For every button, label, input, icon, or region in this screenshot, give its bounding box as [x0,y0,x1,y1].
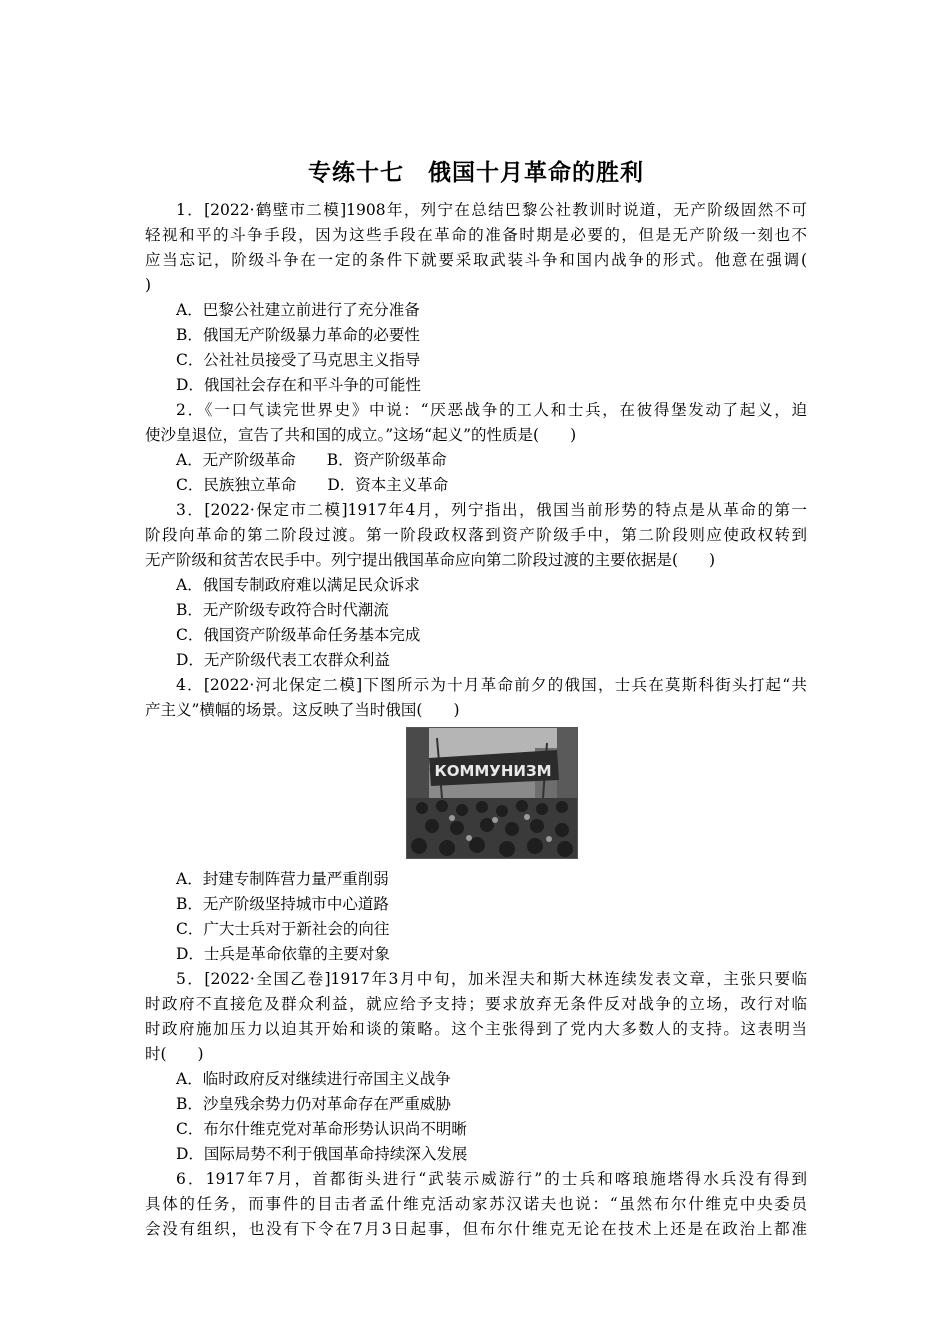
question-line: 阶段向革命的第二阶段过渡。第一阶段政权落到资产阶级手中，第二阶段则应使政权转到 [145,526,807,544]
option-cd[interactable]: C．民族独立革命 D．资本主义革命 [176,476,449,494]
question-2 [145,398,807,498]
question-6 [145,1167,807,1242]
option-c[interactable]: C．俄国资产阶级革命任务基本完成 [176,626,421,644]
question-line: 2．《一口气读完世界史》中说：“厌恶战争的工人和士兵，在彼得堡发动了起义，迫 [176,401,807,419]
option-d[interactable]: D．士兵是革命依靠的主要对象 [176,945,390,963]
question-line: 使沙皇退位，宣告了共和国的成立。”这场“起义”的性质是( ) [145,426,577,444]
option-d[interactable]: D．俄国社会存在和平斗争的可能性 [176,376,421,394]
option-b[interactable]: B．俄国无产阶级暴力革命的必要性 [176,326,420,344]
question-line: 6．1917年7月，首都街头进行“武装示威游行”的士兵和喀琅施塔得水兵没有得到 [176,1170,807,1188]
banner-text: КОММУНИЗМ [434,762,552,780]
question-line: 4．[2022·河北保定二模]下图所示为十月革命前夕的俄国，士兵在莫斯科街头打起“共 [176,676,807,694]
page-title: 专练十七 俄国十月革命的胜利 [308,160,644,186]
option-c[interactable]: C．广大士兵对于新社会的向往 [176,920,390,938]
historical-photo [406,727,578,859]
option-b[interactable]: B．无产阶级坚持城市中心道路 [176,895,389,913]
question-1 [145,198,807,398]
option-c[interactable]: C．公社社员接受了马克思主义指导 [176,351,421,369]
question-line: 时政府不直接危及群众利益，就应给予支持；要求放弃无条件反对战争的立场，改行对临 [145,995,807,1013]
option-b[interactable]: B．无产阶级专政符合时代潮流 [176,601,389,619]
option-a[interactable]: A．临时政府反对继续进行帝国主义战争 [176,1070,451,1088]
question-line: 产主义”横幅的场景。这反映了当时俄国( ) [145,701,460,719]
question-line: 无产阶级和贫苦农民手中。列宁提出俄国革命应向第二阶段过渡的主要依据是( ) [145,551,716,569]
option-ab[interactable]: A．无产阶级革命 B．资产阶级革命 [176,451,447,469]
option-c[interactable]: C．布尔什维克党对革命形势认识尚不明晰 [176,1120,467,1138]
option-a[interactable]: A．封建专制阵营力量严重削弱 [176,870,389,888]
question-line: 1．[2022·鹤壁市二模]1908年，列宁在总结巴黎公社教训时说道，无产阶级固然不可 [176,201,807,219]
question-line: 3．[2022·保定市二模]1917年4月，列宁指出，俄国当前形势的特点是从革命的第一 [176,501,807,519]
question-line: 轻视和平的斗争手段，因为这些手段在革命的准备时期是必要的，但是无产阶级一刻也不 [145,226,807,244]
option-b[interactable]: B．沙皇残余势力仍对革命存在严重威胁 [176,1095,451,1113]
question-3 [145,498,807,673]
question-line: 5．[2022·全国乙卷]1917年3月中旬，加米涅夫和斯大林连续发表文章，主张只要临 [176,970,807,988]
photo-illustration [407,728,577,858]
question-4 [145,673,807,967]
option-a[interactable]: A．俄国专制政府难以满足民众诉求 [176,576,420,594]
option-d[interactable]: D．国际局势不利于俄国革命持续深入发展 [176,1145,468,1163]
question-list [145,198,807,1242]
option-d[interactable]: D．无产阶级代表工农群众利益 [176,651,390,669]
question-line: 会没有组织，也没有下令在7月3日起事，但布尔什维克无论在技术上还是在政治上都准 [145,1220,807,1238]
question-line: 具体的任务，而事件的目击者孟什维克活动家苏汉诺夫也说：“虽然布尔什维克中央委员 [145,1195,807,1213]
option-a[interactable]: A．巴黎公社建立前进行了充分准备 [176,301,420,319]
question-line: 时政府施加压力以迫其开始和谈的策略。这个主张得到了党内大多数人的支持。这表明当 [145,1020,807,1038]
question-5 [145,967,807,1167]
question-line: 时( ) [145,1045,204,1063]
question-line: 应当忘记，阶级斗争在一定的条件下就要采取武装斗争和国内战争的形式。他意在强调( [145,251,807,269]
question-line: ) [145,276,152,294]
